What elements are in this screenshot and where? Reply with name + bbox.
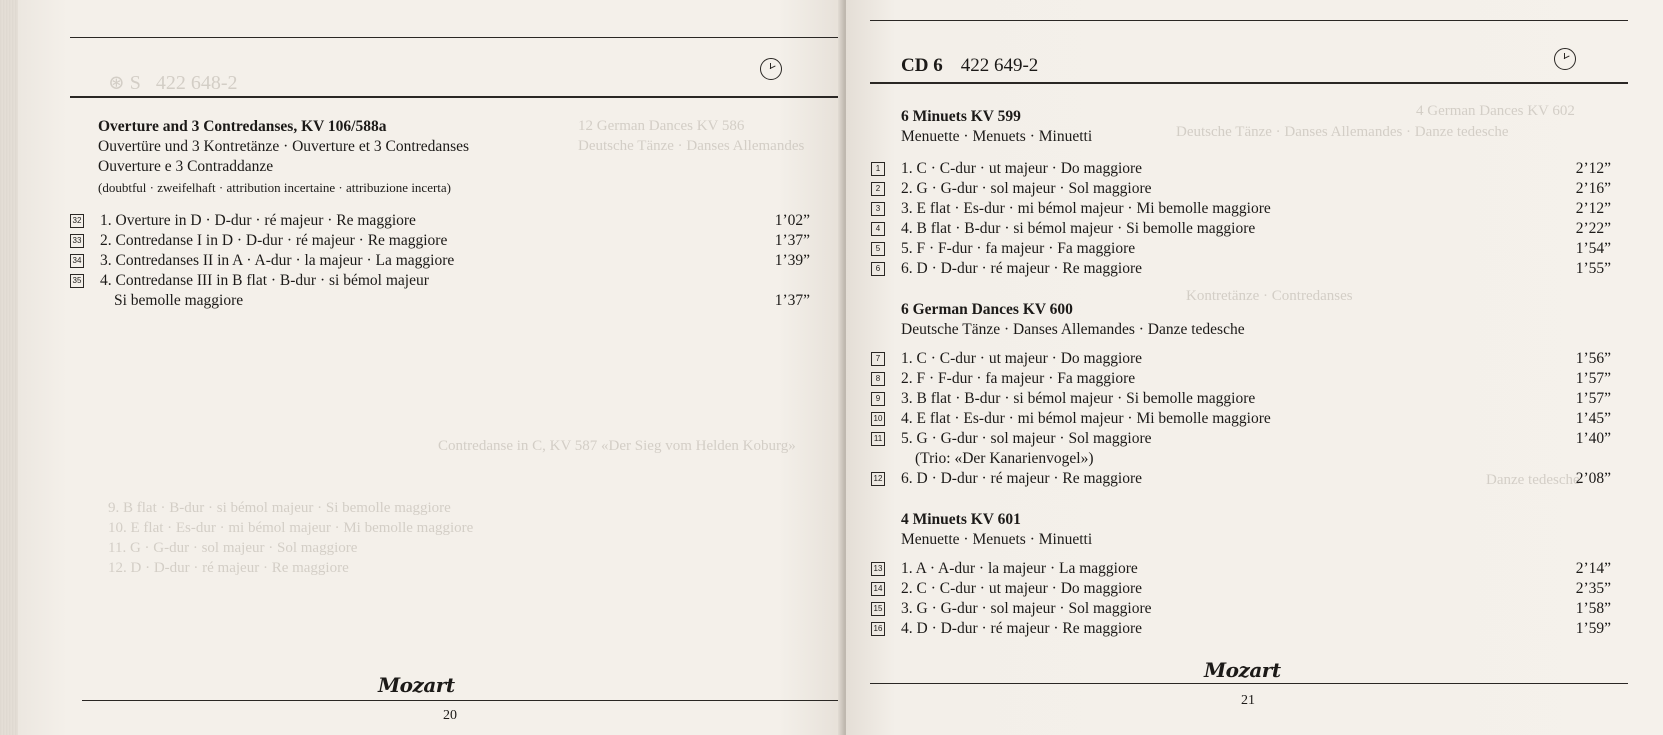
track-number: 8 [871,372,885,386]
track-duration: 2’35” [1575,580,1611,597]
track-row [871,160,1611,180]
track-duration: 1’39” [774,252,810,269]
track-title: 4. D · D-dur · ré majeur · Re maggiore [901,620,1143,637]
track-row [871,470,1611,490]
track-number: 2 [871,182,885,196]
track-title: (Trio: «Der Kanarienvogel») [915,450,1094,467]
track-duration: 1’59” [1575,620,1611,637]
track-duration: 1’57” [1575,370,1611,387]
track-duration: 1’37” [774,292,810,309]
track-row [871,620,1611,640]
track-number: 11 [871,432,885,446]
track-row [871,600,1611,620]
track-number: 10 [871,412,885,426]
section-subtitle: Ouverture e 3 Contraddanze [98,158,274,175]
cd-header [901,55,1038,77]
track-number: 9 [871,392,885,406]
track-row [871,560,1611,580]
top-rule [70,37,838,38]
track-title: 1. C · C-dur · ut majeur · Do maggiore [901,350,1143,367]
bleed-through-text: Danze tedesche [1486,472,1580,488]
mozart-signature: Mozart [378,673,455,697]
footer-rule [82,700,838,701]
track-row [871,220,1611,240]
footer-rule [870,683,1628,684]
track-number: 13 [871,562,885,576]
track-title: 3. G · G-dur · sol majeur · Sol maggiore [901,600,1152,617]
track-title: 3. Contredanses II in A · A-dur · la majeur · La maggiore [100,252,455,269]
track-title: 5. G · G-dur · sol majeur · Sol maggiore [901,430,1152,447]
track-number: 1 [871,162,885,176]
track-title: 2. C · C-dur · ut majeur · Do maggiore [901,580,1143,597]
track-title: 2. F · F-dur · fa majeur · Fa maggiore [901,370,1136,387]
track-duration: 1’45” [1575,410,1611,427]
track-row [871,370,1611,390]
track-row [70,212,810,232]
track-duration: 1’57” [1575,390,1611,407]
section-title: 6 German Dances KV 600 [901,301,1073,318]
header-rule [870,82,1628,84]
bleed-through-text: Kontretänze · Contredanses [1186,288,1353,304]
track-number: 35 [70,274,84,288]
track-title: 3. E flat · Es-dur · mi bémol majeur · Mi bemolle maggiore [901,200,1271,217]
page-edges [0,0,18,735]
track-duration: 1’02” [774,212,810,229]
track-row [871,580,1611,600]
left-page [18,0,844,735]
clock-icon [1554,48,1576,70]
right-page [846,0,1663,735]
track-row [871,390,1611,410]
track-duration: 2’12” [1575,160,1611,177]
track-title: 1. Overture in D · D-dur · ré majeur · Re maggiore [100,212,416,229]
track-duration: 2’16” [1575,180,1611,197]
track-title: 2. Contredanse I in D · D-dur · ré majeur · Re maggiore [100,232,448,249]
track-title: Si bemolle maggiore [114,292,244,309]
track-title: 4. B flat · B-dur · si bémol majeur · Si bemolle maggiore [901,220,1256,237]
section-subtitle: Menuette · Menuets · Minuetti [901,128,1093,145]
track-duration: 1’40” [1575,430,1611,447]
track-number: 33 [70,234,84,248]
track-title: 3. B flat · B-dur · si bémol majeur · Si bemolle maggiore [901,390,1256,407]
track-title: 2. G · G-dur · sol majeur · Sol maggiore [901,180,1152,197]
track-duration: 1’58” [1575,600,1611,617]
track-duration: 1’37” [774,232,810,249]
track-number: 14 [871,582,885,596]
track-duration: 2’22” [1575,220,1611,237]
section-subtitle: Menuette · Menuets · Minuetti [901,531,1093,548]
track-row [70,232,810,252]
track-duration: 1’54” [1575,240,1611,257]
section-subtitle: Deutsche Tänze · Danses Allemandes · Danze tedesche [901,321,1245,338]
track-number: 32 [70,214,84,228]
page-number: 20 [443,708,457,723]
section-subtitle: Ouvertüre und 3 Kontretänze · Ouverture et 3 Contredanses [98,138,470,155]
track-duration: 2’08” [1575,470,1611,487]
track-row [871,180,1611,200]
track-number: 16 [871,622,885,636]
section-note: (doubtful · zweifelhaft · attribution incertaine · attribuzione incerta) [98,180,452,195]
track-title: 4. E flat · Es-dur · mi bémol majeur · Mi bemolle maggiore [901,410,1271,427]
bleed-through-text: 10. E flat · Es-dur · mi bémol majeur · Mi bemolle maggiore [108,520,474,536]
track-row [871,200,1611,220]
track-duration: 1’55” [1575,260,1611,277]
track-row [70,272,810,292]
mozart-signature: Mozart [1204,658,1281,682]
cd-label: CD 6 [901,55,943,76]
track-title: 5. F · F-dur · fa majeur · Fa maggiore [901,240,1136,257]
track-number: 12 [871,472,885,486]
track-row [871,350,1611,370]
bleed-through-text: 4 German Dances KV 602 [1416,103,1575,119]
catalog-number: 422 649-2 [960,55,1039,76]
track-title: 4. Contredanse III in B flat · B-dur · si bémol majeur [100,272,429,289]
track-duration: 2’12” [1575,200,1611,217]
bleed-through-text: 12. D · D-dur · ré majeur · Re maggiore [108,560,349,576]
track-row-continued [70,292,810,312]
bleed-through-text: Contredanse in C, KV 587 «Der Sieg vom Helden Koburg» [438,438,796,454]
track-title: 6. D · D-dur · ré majeur · Re maggiore [901,470,1143,487]
track-number: 6 [871,262,885,276]
bleed-through-text: ⊛ S 422 648-2 [108,72,238,94]
bleed-through-text: 12 German Dances KV 586 [578,118,745,134]
track-number: 3 [871,202,885,216]
track-number: 7 [871,352,885,366]
track-duration: 1’56” [1575,350,1611,367]
track-row [871,240,1611,260]
track-title: 1. C · C-dur · ut majeur · Do maggiore [901,160,1143,177]
clock-icon [760,58,782,80]
top-rule [870,20,1628,21]
bleed-through-text: Deutsche Tänze · Danses Allemandes · Danze tedesche [1176,124,1509,140]
track-row [70,252,810,272]
track-row [871,260,1611,280]
track-title: 6. D · D-dur · ré majeur · Re maggiore [901,260,1143,277]
track-number: 15 [871,602,885,616]
page-number: 21 [1241,693,1255,708]
track-duration: 2’14” [1575,560,1611,577]
bleed-through-text: Deutsche Tänze · Danses Allemandes [578,138,805,154]
header-rule [70,96,838,98]
section-title: 4 Minuets KV 601 [901,511,1021,528]
bleed-through-text: 11. G · G-dur · sol majeur · Sol maggiore [108,540,358,556]
track-number: 5 [871,242,885,256]
track-number: 34 [70,254,84,268]
track-number: 4 [871,222,885,236]
track-row [871,430,1611,450]
section-title: 6 Minuets KV 599 [901,108,1021,125]
track-row [871,410,1611,430]
track-title: 1. A · A-dur · la majeur · La maggiore [901,560,1138,577]
bleed-through-text: 9. B flat · B-dur · si bémol majeur · Si bemolle maggiore [108,500,451,516]
section-title: Overture and 3 Contredanses, KV 106/588a [98,118,387,135]
